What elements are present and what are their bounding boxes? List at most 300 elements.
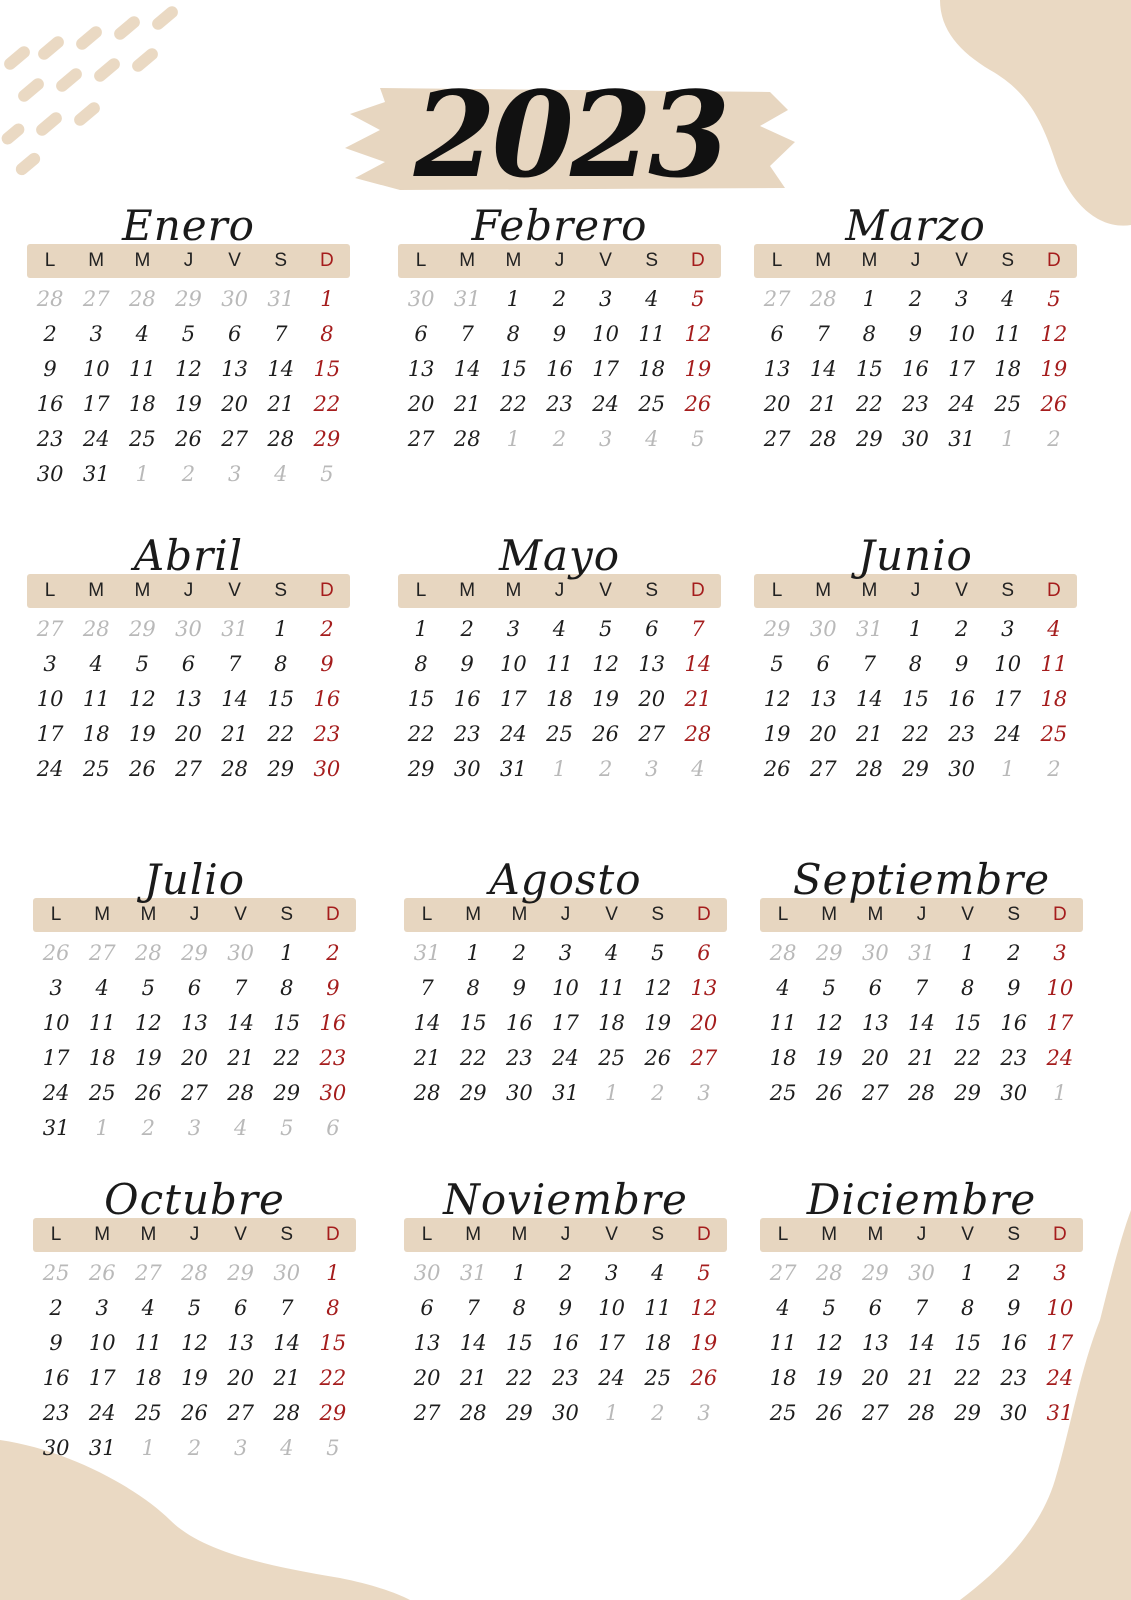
day-cell: 19 bbox=[644, 1011, 672, 1035]
weekday-label: J bbox=[183, 250, 194, 271]
day-cell: 29 bbox=[267, 757, 295, 781]
day-cell-sunday: 12 bbox=[1040, 322, 1068, 346]
day-cell: 27 bbox=[221, 427, 248, 451]
weekday-label: J bbox=[910, 580, 921, 601]
month-octubre bbox=[33, 1172, 356, 1466]
day-cell: 17 bbox=[82, 392, 110, 416]
day-cell-sunday: 19 bbox=[684, 357, 712, 381]
day-cell: 11 bbox=[88, 1011, 116, 1035]
day-cell: 2 bbox=[49, 1296, 63, 1320]
weekday-label: V bbox=[234, 904, 247, 925]
day-cell: 7 bbox=[420, 976, 434, 1000]
day-cell: 18 bbox=[644, 1331, 672, 1355]
weekday-label: D bbox=[1047, 580, 1061, 601]
day-grid bbox=[760, 936, 1083, 1111]
day-cell: 3 bbox=[95, 1296, 109, 1320]
day-cell: 4 bbox=[776, 976, 790, 1000]
day-cell: 28 bbox=[413, 1081, 441, 1105]
day-cell-other-month: 31 bbox=[221, 617, 248, 641]
day-grid bbox=[404, 936, 727, 1111]
day-cell: 25 bbox=[88, 1081, 116, 1105]
day-cell: 21 bbox=[413, 1046, 441, 1070]
day-cell: 29 bbox=[273, 1081, 301, 1105]
day-cell: 6 bbox=[816, 652, 830, 676]
day-cell-other-month: 1 bbox=[552, 757, 567, 781]
day-cell-sunday: 12 bbox=[690, 1296, 718, 1320]
day-cell: 15 bbox=[954, 1331, 981, 1355]
day-cell-other-month: 30 bbox=[221, 287, 248, 311]
day-cell: 5 bbox=[141, 976, 156, 1000]
weekday-label: V bbox=[228, 580, 241, 601]
day-cell: 24 bbox=[499, 722, 527, 746]
day-cell: 20 bbox=[175, 722, 202, 746]
weekday-label: D bbox=[320, 250, 334, 271]
day-cell: 10 bbox=[552, 976, 579, 1000]
day-cell: 13 bbox=[809, 687, 837, 711]
day-cell: 26 bbox=[763, 757, 791, 781]
day-cell: 15 bbox=[954, 1011, 981, 1035]
day-cell: 27 bbox=[809, 757, 837, 781]
day-cell-other-month: 29 bbox=[815, 941, 843, 965]
day-cell: 18 bbox=[134, 1366, 162, 1390]
day-cell-other-month: 27 bbox=[769, 1261, 797, 1285]
day-cell-other-month: 28 bbox=[769, 941, 797, 965]
day-cell: 8 bbox=[280, 976, 294, 1000]
day-cell: 18 bbox=[769, 1046, 797, 1070]
day-cell-other-month: 6 bbox=[326, 1116, 340, 1140]
weekday-label: V bbox=[961, 904, 974, 925]
day-cell: 8 bbox=[862, 322, 877, 346]
day-cell: 12 bbox=[592, 652, 619, 676]
day-cell: 10 bbox=[499, 652, 527, 676]
day-cell-other-month: 1 bbox=[135, 462, 150, 486]
day-cell: 24 bbox=[552, 1046, 579, 1070]
day-cell-sunday: 30 bbox=[319, 1081, 347, 1105]
day-cell: 18 bbox=[128, 392, 156, 416]
day-cell: 23 bbox=[505, 1046, 533, 1070]
day-cell: 25 bbox=[134, 1401, 162, 1425]
day-cell: 13 bbox=[181, 1011, 208, 1035]
month-title: Abril bbox=[133, 531, 244, 580]
day-cell: 23 bbox=[36, 427, 64, 451]
day-cell: 2 bbox=[1007, 1261, 1021, 1285]
day-cell: 18 bbox=[598, 1011, 625, 1035]
day-cell: 17 bbox=[88, 1366, 116, 1390]
day-cell: 21 bbox=[809, 392, 837, 416]
day-cell: 7 bbox=[233, 976, 248, 1000]
day-cell: 24 bbox=[82, 427, 110, 451]
weekday-label: L bbox=[415, 250, 427, 271]
weekday-label: M bbox=[88, 580, 105, 601]
day-cell-other-month: 29 bbox=[861, 1261, 889, 1285]
day-cell: 29 bbox=[459, 1081, 487, 1105]
weekday-label: L bbox=[777, 904, 789, 925]
day-cell-other-month: 28 bbox=[134, 941, 162, 965]
day-cell-other-month: 1 bbox=[506, 427, 521, 451]
day-cell: 13 bbox=[861, 1331, 889, 1355]
day-cell: 28 bbox=[227, 1081, 254, 1105]
day-cell: 30 bbox=[902, 427, 929, 451]
day-cell: 16 bbox=[902, 357, 929, 381]
day-cell-other-month: 29 bbox=[227, 1261, 254, 1285]
day-cell: 15 bbox=[407, 687, 435, 711]
day-cell-other-month: 5 bbox=[326, 1436, 340, 1460]
day-cell-sunday: 25 bbox=[1040, 722, 1068, 746]
day-cell: 4 bbox=[141, 1296, 156, 1320]
day-cell: 1 bbox=[280, 941, 294, 965]
day-cell-sunday: 14 bbox=[684, 652, 712, 676]
weekday-label: S bbox=[280, 904, 294, 925]
day-cell: 2 bbox=[512, 941, 527, 965]
day-cell: 25 bbox=[546, 722, 573, 746]
day-cell: 1 bbox=[414, 617, 428, 641]
day-cell-sunday: 1 bbox=[326, 1261, 340, 1285]
day-cell-other-month: 28 bbox=[82, 617, 110, 641]
day-cell: 21 bbox=[908, 1366, 935, 1390]
day-cell-other-month: 3 bbox=[697, 1401, 711, 1425]
day-cell: 15 bbox=[902, 687, 929, 711]
day-cell: 8 bbox=[274, 652, 288, 676]
day-cell-other-month: 27 bbox=[36, 617, 64, 641]
day-cell: 1 bbox=[960, 1261, 975, 1285]
day-cell: 7 bbox=[914, 976, 929, 1000]
day-cell-sunday: 24 bbox=[1046, 1366, 1074, 1390]
weekday-label: J bbox=[189, 904, 200, 925]
weekday-label: M bbox=[140, 1224, 157, 1245]
day-cell: 28 bbox=[267, 427, 295, 451]
day-cell: 2 bbox=[552, 287, 567, 311]
day-cell-other-month: 29 bbox=[175, 287, 202, 311]
day-cell-other-month: 31 bbox=[413, 941, 441, 965]
day-cell: 14 bbox=[855, 687, 883, 711]
day-cell: 20 bbox=[181, 1046, 208, 1070]
day-cell-sunday: 29 bbox=[313, 427, 341, 451]
day-cell-other-month: 31 bbox=[855, 617, 883, 641]
day-cell: 19 bbox=[763, 722, 791, 746]
weekday-label: L bbox=[50, 1224, 62, 1245]
weekday-label: D bbox=[326, 1224, 340, 1245]
day-cell: 20 bbox=[407, 392, 435, 416]
weekday-label: L bbox=[771, 250, 783, 271]
day-cell: 26 bbox=[128, 757, 156, 781]
day-cell-sunday: 21 bbox=[684, 687, 712, 711]
day-cell: 1 bbox=[466, 941, 480, 965]
day-cell-sunday: 26 bbox=[684, 392, 712, 416]
weekday-label: V bbox=[234, 1224, 247, 1245]
day-cell-sunday: 28 bbox=[684, 722, 712, 746]
weekday-label: M bbox=[459, 250, 476, 271]
month-julio bbox=[33, 852, 356, 1146]
day-cell: 16 bbox=[552, 1331, 579, 1355]
day-cell: 24 bbox=[42, 1081, 70, 1105]
weekday-label: M bbox=[505, 580, 522, 601]
day-cell: 4 bbox=[776, 1296, 790, 1320]
weekday-label: J bbox=[560, 1224, 571, 1245]
day-cell-sunday: 16 bbox=[313, 687, 341, 711]
day-cell: 28 bbox=[809, 427, 837, 451]
day-cell: 22 bbox=[505, 1366, 533, 1390]
day-cell: 4 bbox=[651, 1261, 665, 1285]
weekday-label: V bbox=[599, 250, 612, 271]
day-cell-other-month: 4 bbox=[691, 757, 705, 781]
day-cell: 17 bbox=[948, 357, 975, 381]
day-cell-sunday: 24 bbox=[1046, 1046, 1074, 1070]
day-cell-sunday: 26 bbox=[1040, 392, 1068, 416]
day-cell: 13 bbox=[227, 1331, 254, 1355]
day-cell-sunday: 15 bbox=[319, 1331, 347, 1355]
day-cell-other-month: 30 bbox=[273, 1261, 301, 1285]
day-cell: 8 bbox=[960, 1296, 975, 1320]
day-cell: 26 bbox=[815, 1081, 843, 1105]
day-cell: 27 bbox=[638, 722, 666, 746]
day-cell-other-month: 1 bbox=[95, 1116, 109, 1140]
day-cell: 5 bbox=[651, 941, 665, 965]
weekday-label: M bbox=[459, 580, 476, 601]
day-cell: 12 bbox=[181, 1331, 208, 1355]
day-cell: 9 bbox=[908, 322, 923, 346]
day-cell: 13 bbox=[638, 652, 666, 676]
day-cell-other-month: 29 bbox=[181, 941, 208, 965]
day-cell: 24 bbox=[994, 722, 1022, 746]
day-cell: 5 bbox=[598, 617, 613, 641]
day-cell-sunday: 30 bbox=[313, 757, 341, 781]
day-cell: 18 bbox=[88, 1046, 116, 1070]
day-cell-other-month: 30 bbox=[908, 1261, 935, 1285]
weekday-label: D bbox=[697, 904, 711, 925]
day-cell: 19 bbox=[815, 1366, 843, 1390]
weekday-label: S bbox=[651, 904, 665, 925]
day-cell: 13 bbox=[221, 357, 248, 381]
day-cell: 4 bbox=[645, 287, 659, 311]
weekday-label: S bbox=[274, 250, 288, 271]
day-cell: 23 bbox=[1000, 1046, 1028, 1070]
day-cell: 9 bbox=[512, 976, 527, 1000]
day-cell: 30 bbox=[42, 1436, 70, 1460]
day-cell-sunday: 2 bbox=[326, 941, 340, 965]
day-cell: 11 bbox=[769, 1331, 797, 1355]
day-cell-sunday: 17 bbox=[1046, 1011, 1074, 1035]
day-cell: 26 bbox=[181, 1401, 208, 1425]
day-cell-sunday: 16 bbox=[319, 1011, 347, 1035]
day-cell-other-month: 30 bbox=[407, 287, 435, 311]
day-cell: 13 bbox=[175, 687, 202, 711]
day-cell: 15 bbox=[499, 357, 527, 381]
day-cell: 31 bbox=[552, 1081, 579, 1105]
day-cell-other-month: 5 bbox=[691, 427, 705, 451]
weekday-label: V bbox=[955, 250, 968, 271]
day-cell: 24 bbox=[598, 1366, 625, 1390]
day-cell: 14 bbox=[273, 1331, 301, 1355]
day-cell: 4 bbox=[135, 322, 150, 346]
day-cell: 26 bbox=[644, 1046, 672, 1070]
day-cell: 16 bbox=[948, 687, 975, 711]
day-cell-other-month: 27 bbox=[82, 287, 110, 311]
day-cell: 14 bbox=[221, 687, 248, 711]
weekday-label: M bbox=[134, 250, 151, 271]
day-cell: 22 bbox=[855, 392, 883, 416]
day-cell-sunday: 6 bbox=[697, 941, 711, 965]
month-title: Febrero bbox=[471, 201, 648, 250]
day-cell: 14 bbox=[413, 1011, 441, 1035]
day-cell: 14 bbox=[908, 1011, 935, 1035]
day-cell: 25 bbox=[994, 392, 1022, 416]
day-cell: 22 bbox=[499, 392, 527, 416]
day-cell-other-month: 26 bbox=[88, 1261, 116, 1285]
weekday-label: M bbox=[140, 904, 157, 925]
day-cell-sunday: 17 bbox=[1046, 1331, 1074, 1355]
day-cell: 27 bbox=[181, 1081, 208, 1105]
day-cell: 5 bbox=[770, 652, 784, 676]
day-cell: 20 bbox=[809, 722, 837, 746]
day-cell-other-month: 1 bbox=[604, 1081, 619, 1105]
month-title: Diciembre bbox=[806, 1175, 1037, 1224]
day-cell: 10 bbox=[82, 357, 110, 381]
day-cell-sunday: 3 bbox=[1053, 941, 1067, 965]
day-cell-other-month: 3 bbox=[187, 1116, 202, 1140]
day-cell-other-month: 27 bbox=[134, 1261, 162, 1285]
day-cell: 26 bbox=[175, 427, 202, 451]
day-cell: 31 bbox=[88, 1436, 116, 1460]
day-cell: 7 bbox=[274, 322, 288, 346]
day-cell: 29 bbox=[902, 757, 929, 781]
day-cell: 6 bbox=[770, 322, 784, 346]
month-title: Noviembre bbox=[443, 1175, 688, 1224]
day-cell: 20 bbox=[413, 1366, 441, 1390]
day-cell: 9 bbox=[49, 1331, 63, 1355]
day-cell: 17 bbox=[552, 1011, 579, 1035]
day-cell: 9 bbox=[1007, 1296, 1021, 1320]
day-cell: 9 bbox=[954, 652, 969, 676]
day-cell: 30 bbox=[36, 462, 64, 486]
weekday-label: J bbox=[554, 250, 565, 271]
day-cell: 25 bbox=[769, 1081, 797, 1105]
day-cell-other-month: 2 bbox=[598, 757, 613, 781]
day-cell-other-month: 27 bbox=[88, 941, 116, 965]
day-cell-other-month: 2 bbox=[181, 462, 196, 486]
month-title: Julio bbox=[143, 855, 246, 904]
day-cell-sunday: 1 bbox=[320, 287, 334, 311]
day-cell: 10 bbox=[88, 1331, 116, 1355]
weekday-label: M bbox=[505, 250, 522, 271]
weekday-label: M bbox=[867, 904, 884, 925]
day-cell: 25 bbox=[638, 392, 666, 416]
day-cell: 7 bbox=[914, 1296, 929, 1320]
day-cell: 28 bbox=[221, 757, 248, 781]
day-cell-sunday: 2 bbox=[320, 617, 334, 641]
day-cell: 8 bbox=[414, 652, 428, 676]
weekday-label: L bbox=[50, 904, 62, 925]
day-cell: 5 bbox=[181, 322, 196, 346]
month-title: Marzo bbox=[845, 201, 986, 250]
day-cell: 26 bbox=[134, 1081, 162, 1105]
day-grid bbox=[33, 936, 356, 1146]
day-cell: 18 bbox=[994, 357, 1022, 381]
day-cell-sunday: 22 bbox=[313, 392, 341, 416]
weekday-label: S bbox=[1001, 250, 1015, 271]
day-cell: 23 bbox=[546, 392, 573, 416]
day-cell-sunday: 3 bbox=[1053, 1261, 1067, 1285]
day-cell: 5 bbox=[135, 652, 150, 676]
weekday-label: M bbox=[867, 1224, 884, 1245]
weekday-label: J bbox=[183, 580, 194, 601]
day-cell: 23 bbox=[552, 1366, 579, 1390]
day-cell: 1 bbox=[506, 287, 521, 311]
day-cell: 1 bbox=[960, 941, 975, 965]
day-cell-sunday: 4 bbox=[1047, 617, 1061, 641]
day-cell: 19 bbox=[592, 687, 619, 711]
day-cell-sunday: 13 bbox=[690, 976, 718, 1000]
day-cell: 16 bbox=[36, 392, 64, 416]
weekday-label: D bbox=[320, 580, 334, 601]
month-abril bbox=[27, 528, 350, 787]
day-cell-other-month: 31 bbox=[908, 941, 935, 965]
day-cell: 4 bbox=[89, 652, 103, 676]
day-cell: 12 bbox=[175, 357, 202, 381]
weekday-label: L bbox=[44, 580, 56, 601]
day-cell-other-month: 2 bbox=[552, 427, 567, 451]
day-cell: 29 bbox=[954, 1401, 981, 1425]
day-cell: 15 bbox=[459, 1011, 487, 1035]
day-cell: 21 bbox=[855, 722, 883, 746]
day-cell: 23 bbox=[902, 392, 929, 416]
weekday-label: M bbox=[861, 580, 878, 601]
day-cell-other-month: 4 bbox=[280, 1436, 294, 1460]
day-grid bbox=[398, 612, 721, 787]
day-cell: 3 bbox=[598, 287, 613, 311]
weekday-label: V bbox=[599, 580, 612, 601]
day-cell: 3 bbox=[1001, 617, 1015, 641]
day-cell-sunday: 12 bbox=[684, 322, 712, 346]
day-cell-other-month: 30 bbox=[175, 617, 202, 641]
day-cell: 19 bbox=[128, 722, 156, 746]
day-cell: 5 bbox=[822, 1296, 836, 1320]
day-cell: 25 bbox=[598, 1046, 625, 1070]
day-cell-other-month: 2 bbox=[651, 1081, 665, 1105]
day-cell: 30 bbox=[948, 757, 975, 781]
day-cell: 23 bbox=[948, 722, 975, 746]
day-cell-sunday: 19 bbox=[690, 1331, 718, 1355]
day-cell: 7 bbox=[466, 1296, 480, 1320]
day-cell-other-month: 4 bbox=[233, 1116, 248, 1140]
weekday-label: D bbox=[1053, 1224, 1067, 1245]
day-cell: 29 bbox=[505, 1401, 533, 1425]
weekday-label: S bbox=[651, 1224, 665, 1245]
day-cell: 28 bbox=[459, 1401, 487, 1425]
day-cell: 16 bbox=[453, 687, 481, 711]
day-cell: 11 bbox=[644, 1296, 672, 1320]
day-cell: 1 bbox=[274, 617, 288, 641]
day-cell: 11 bbox=[598, 976, 625, 1000]
day-cell-sunday: 9 bbox=[320, 652, 334, 676]
day-cell: 14 bbox=[267, 357, 295, 381]
day-cell: 30 bbox=[1000, 1401, 1028, 1425]
day-cell-other-month: 4 bbox=[645, 427, 659, 451]
dash-pattern-decoration bbox=[0, 0, 190, 200]
weekday-label: L bbox=[777, 1224, 789, 1245]
day-cell: 3 bbox=[604, 1261, 619, 1285]
day-grid bbox=[27, 612, 350, 787]
day-cell: 9 bbox=[43, 357, 57, 381]
weekday-label: D bbox=[691, 250, 705, 271]
weekday-label: M bbox=[815, 580, 832, 601]
day-cell: 2 bbox=[43, 322, 57, 346]
weekday-label: M bbox=[861, 250, 878, 271]
day-cell: 17 bbox=[994, 687, 1022, 711]
day-cell: 29 bbox=[855, 427, 883, 451]
day-cell: 19 bbox=[175, 392, 202, 416]
day-cell-sunday: 19 bbox=[1040, 357, 1068, 381]
month-title: Enero bbox=[122, 201, 255, 250]
